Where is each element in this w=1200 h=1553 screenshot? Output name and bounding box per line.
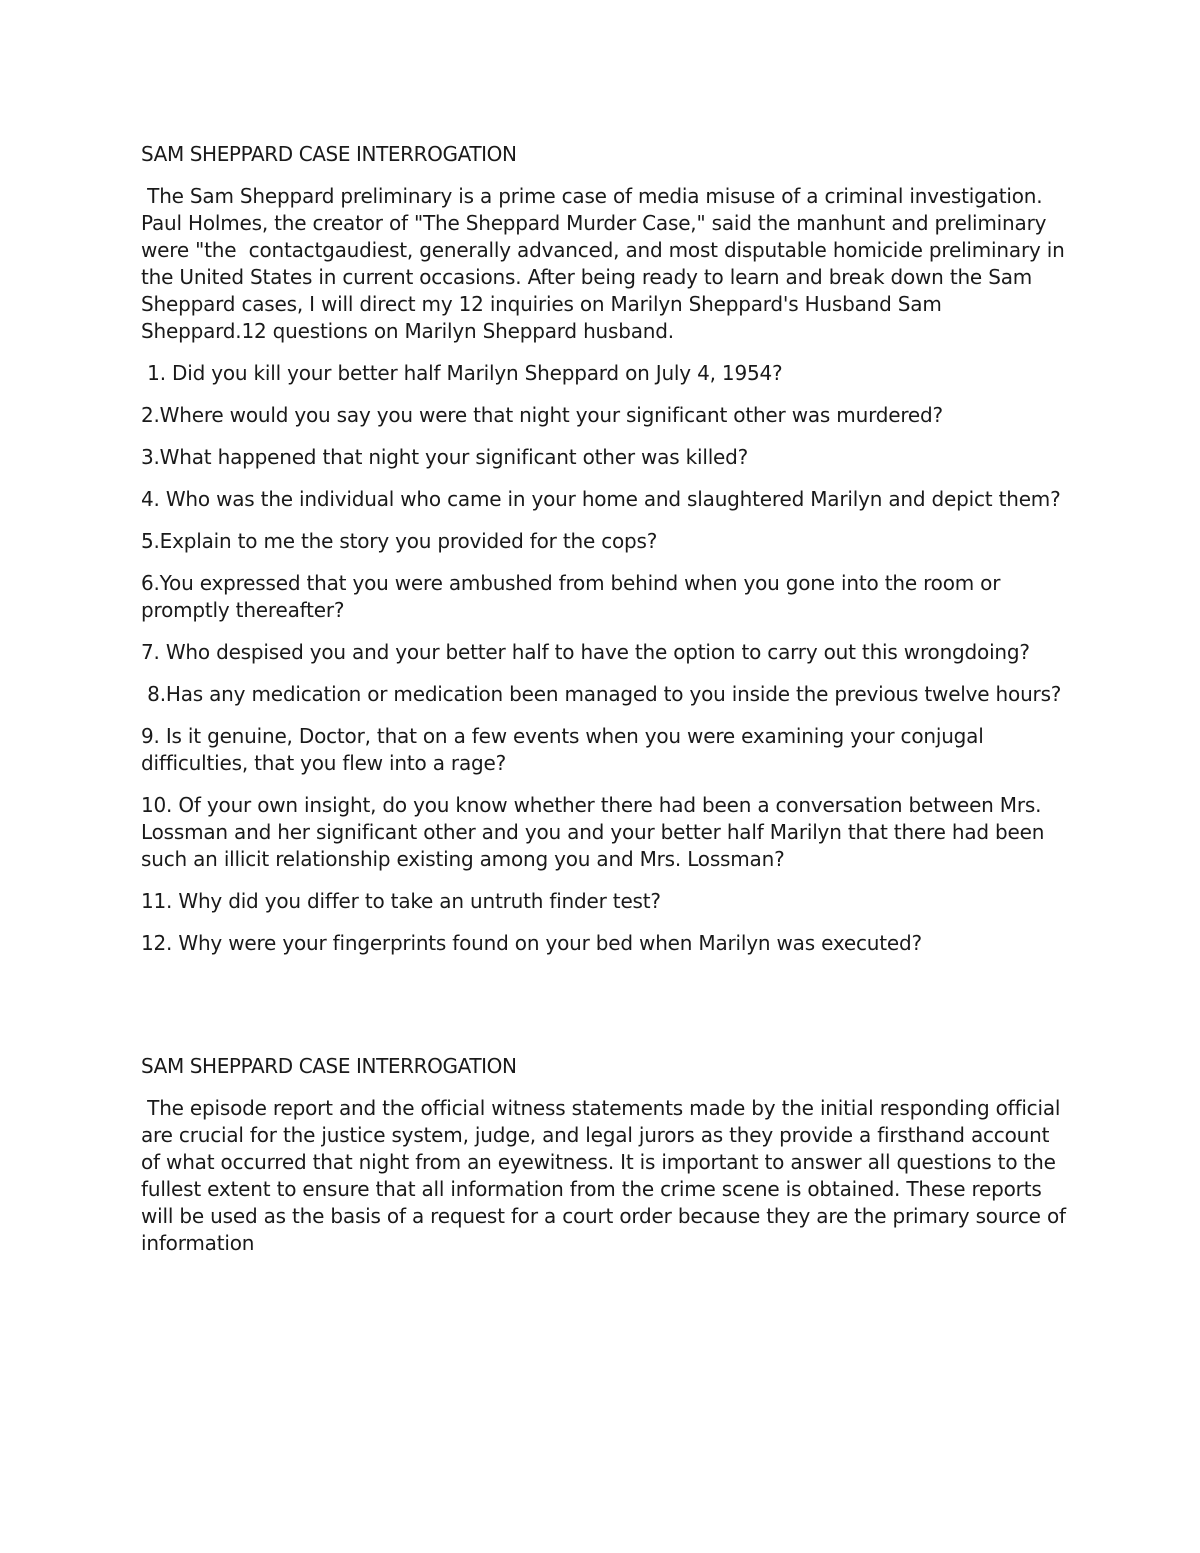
question-list [141, 360, 1066, 957]
question-item: 12. Why were your fingerprints found on your bed when Marilyn was executed? [141, 931, 922, 955]
section1-title: SAM SHEPPARD CASE INTERROGATION [141, 142, 517, 166]
section1-intro: The Sam Sheppard preliminary is a prime case of media misuse of a criminal investigation. Paul Holmes, the creator of "The Sheppard Murder Case," said the manhunt and preliminary were "the contactgaudiest, generally advanced, and most disputable homicide preliminary in the United States in current occasions. After being ready to learn and break down the Sam Sheppard cases, I will direct my 12 inquiries on Marilyn Sheppard's Husband Sam Sheppard.12 questions on Marilyn Sheppard husband. [141, 184, 1071, 343]
document-body [141, 141, 1072, 1272]
question-item: 9. Is it genuine, Doctor, that on a few events when you were examining your conjugal difficulties, that you flew into a rage? [141, 724, 990, 775]
question-item: 11. Why did you differ to take an untruth finder test? [141, 889, 661, 913]
question-item: 4. Who was the individual who came in your home and slaughtered Marilyn and depict them? [141, 487, 1061, 511]
question-item: 1. Did you kill your better half Marilyn Sheppard on July 4, 1954? [141, 361, 783, 385]
question-item: 10. Of your own insight, do you know whether there had been a conversation between Mrs. Lossman and her significant other and you and your better half Marilyn that there had been such an illicit relationship existing among you and Mrs. Lossman? [141, 793, 1051, 871]
question-item: 2.Where would you say you were that night your significant other was murdered? [141, 403, 943, 427]
section2-title: SAM SHEPPARD CASE INTERROGATION [141, 1054, 517, 1078]
question-item: 3.What happened that night your significant other was killed? [141, 445, 749, 469]
section2-intro: The episode report and the official witness statements made by the initial responding official are crucial for the justice system, judge, and legal jurors as they provide a firsthand account of what occurred that night from an eyewitness. It is important to answer all questions to the fullest extent to ensure that all information from the crime scene is obtained. These reports will be used as the basis of a request for a court order because they are the primary source of information [141, 1096, 1072, 1255]
question-item: 6.You expressed that you were ambushed from behind when you gone into the room or promptly thereafter? [141, 571, 1007, 622]
section-spacer [141, 972, 1066, 1053]
question-item: 8.Has any medication or medication been managed to you inside the previous twelve hours? [141, 682, 1062, 706]
question-item: 7. Who despised you and your better half to have the option to carry out this wrongdoing? [141, 640, 1030, 664]
question-item: 5.Explain to me the story you provided for the cops? [141, 529, 658, 553]
